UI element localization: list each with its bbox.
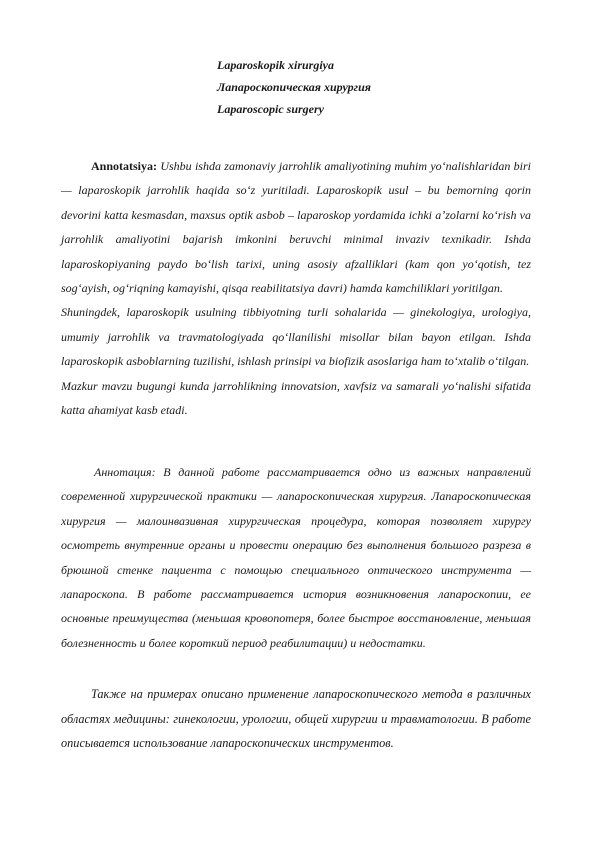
title-english: Laparoscopic surgery [217,102,324,116]
title-russian: Лапароскопическая хирургия [217,80,371,94]
annotation-russian-continued [61,682,531,756]
annotation-russian-paragraph-1: Аннотация: В данной работе рассматривается одно из важных направлений современной хирургической практики — лапароскопическая хирургия. Лапароскопическая хирургия — малоинвазивная хирургическая процедура, которая позволяет хирургу осмотреть внутренние органы и провести операцию без выполнения большого разреза в брюшной стенке пациента с помощью специального оптического инструмента — лапароскопа. В работе рассматривается история возникновения лапароскопии, ее основные преимущества (меньшая кровопотеря, более быстрое восстановление, меньшая болезненность и более короткий период реабилитации) и недостатки. [61,465,531,650]
annotation-russian-paragraph-2: Также на примерах описано применение лапароскопического метода в различных областях медицины: гинекологии, урологии, общей хирургии и травматологии. В работе описывается использование лапароскопических инструментов. [61,687,531,750]
annotation-russian [61,460,531,655]
annotation-uzbek-paragraph-3: Mazkur mavzu bugungi kunda jarrohlikning innovatsion, xavfsiz va samarali yoʻnalishi sifatida katta ahamiyat kasb etadi. [61,378,531,418]
annotation-uzbek [61,154,531,422]
annotation-uzbek-text-1: Ushbu ishda zamonaviy jarrohlik amaliyotining muhim yoʻnalishlaridan biri — laparoskopik jarrohlik haqida soʻz yuritiladi. Laparoskopik usul – bu bemorning qorin devorini katta kesmasdan, maxsus optik asbob – laparoskop yordamida ichki aʼzolarni koʻrish va jarrohlik amaliyotini bajarish imkonini beruvchi minimal invaziv texnikadir. Ishda laparoskopiyaning paydo boʻlish tarixi, uning asosiy afzalliklari (kam qon yoʻqotish, tez sogʻayish, ogʻriqning kamayishi, qisqa reabilitatsiya davri) hamda kamchiliklari yoritilgan. [61,159,531,296]
annotation-uzbek-paragraph-1 [61,154,531,300]
title-block [217,54,371,120]
annotation-label: Annotatsiya: [91,159,158,173]
title-uzbek: Laparoskopik xirurgiya [217,58,335,72]
annotation-uzbek-paragraph-2: Shuningdek, laparoskopik usulning tibbiyotning turli sohalarida — ginekologiya, urologiya, umumiy jarrohlik va travmatologiyada qoʻllanilishi misollar bilan bayon etilgan. Ishda laparoskopik asboblarning tuzilishi, ishlash prinsipi va biofizik asoslariga ham toʻxtalib oʻtilgan. [61,305,531,369]
